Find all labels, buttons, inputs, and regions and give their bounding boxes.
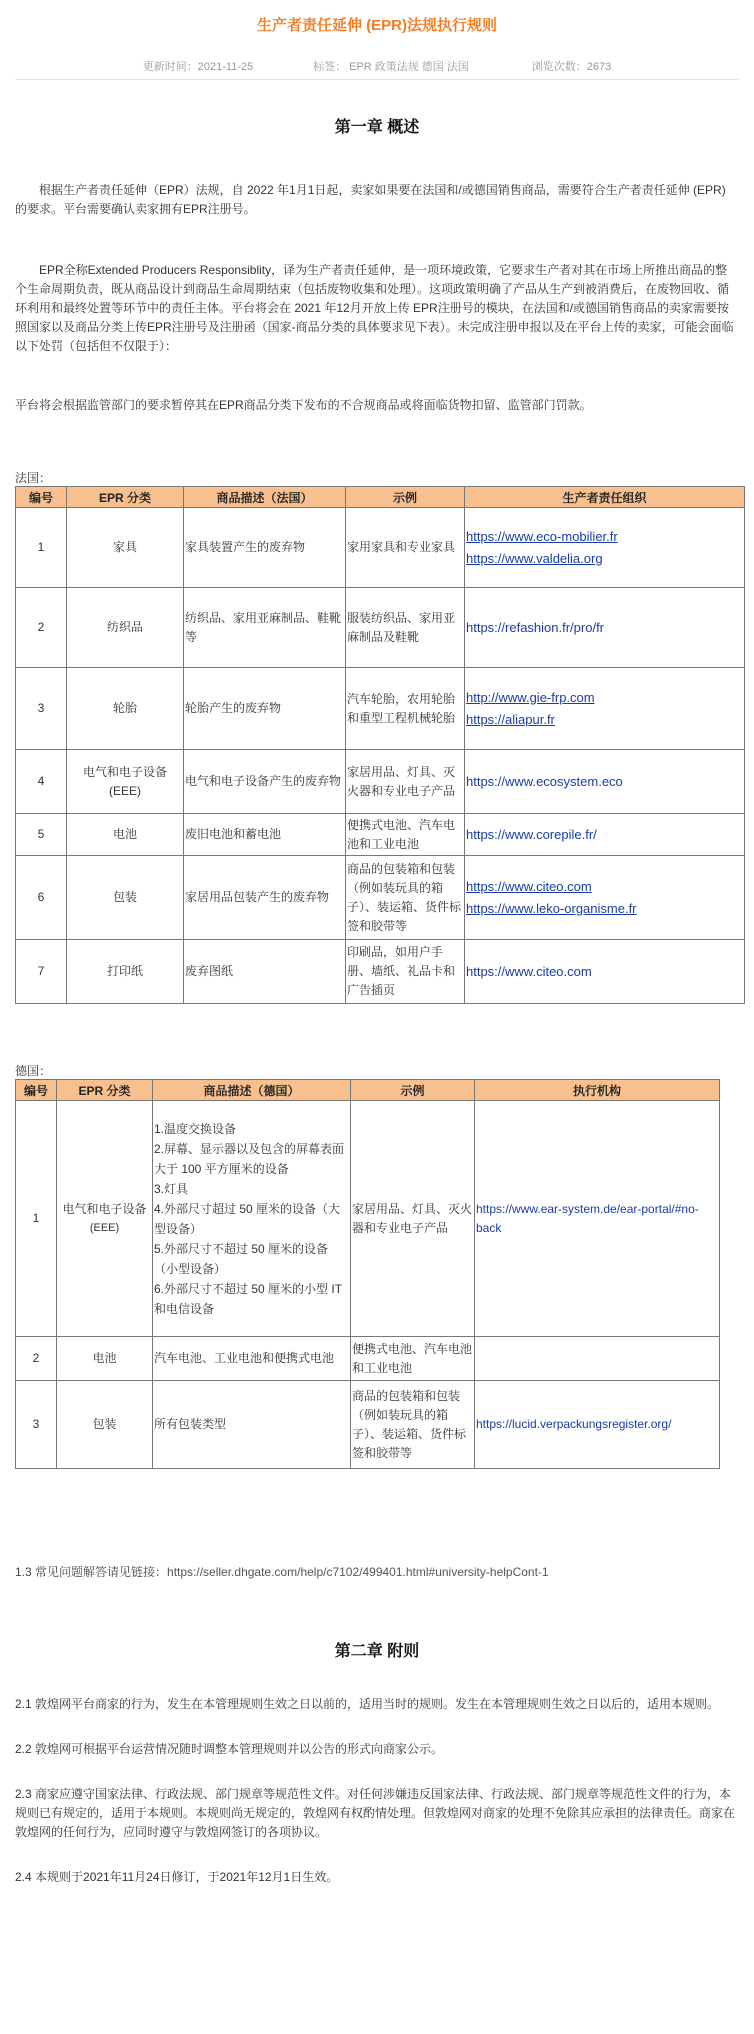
chapter1-heading: 第一章 概述 <box>334 119 420 136</box>
product-example: 便携式电池、汽车电池和工业电池 <box>346 814 465 856</box>
chapter1-para1: 根据生产者责任延伸（EPR）法规，自 2022 年1月1日起，卖家如果要在法国和/或德国销售商品，需要符合生产者责任延伸 (EPR) 的要求。平台需要确认卖家拥有EPR注册号。 <box>15 183 726 216</box>
row-number: 4 <box>16 750 67 814</box>
column-header: 商品描述（法国） <box>184 487 346 508</box>
product-example: 印刷品，如用户手册、墙纸、礼品卡和广告插页 <box>346 940 465 1004</box>
epr-category: 纺织品 <box>67 588 184 668</box>
germany-label: 德国： <box>15 1064 52 1078</box>
pro-link[interactable]: https://www.citeo.com <box>466 878 592 894</box>
column-header: 编号 <box>16 1080 57 1101</box>
authority-link[interactable]: https://lucid.verpackungsregister.org/ <box>476 1417 672 1431</box>
row-number: 1 <box>16 508 67 588</box>
column-header: 示例 <box>346 487 465 508</box>
description-item: 1.温度交换设备 <box>154 1121 237 1136</box>
description-item: 3.灯具 <box>154 1181 189 1196</box>
column-header: EPR 分类 <box>57 1080 153 1101</box>
rule-item: 2.4 本规则于2021年11月24日修订，于2021年12月1日生效。 <box>15 1870 339 1884</box>
product-description: 家居用品包装产生的废弃物 <box>184 856 346 940</box>
rule-item: 2.3 商家应遵守国家法律、行政法规、部门规章等规范性文件。对任何涉嫌违反国家法律、行政法规、部门规章等规范性文件的行为，本规则已有规定的，适用于本规则。本规则尚无规定的，敦煌网有权酌情处理。但敦煌网对商家的处理不免除其应承担的法律责任。商家在敦煌网的任何行为，应同时遵守与敦煌网签订的各项协议。 <box>15 1787 736 1839</box>
germany-table <box>15 1079 720 1469</box>
france-label: 法国： <box>15 471 52 485</box>
epr-category: 电池 <box>67 814 184 856</box>
tag-list <box>313 58 472 79</box>
pro-link[interactable]: https://www.leko-organisme.fr <box>466 900 637 916</box>
row-number: 6 <box>16 856 67 940</box>
product-example: 家居用品、灯具、灭火器和专业电子产品 <box>351 1101 475 1337</box>
row-number: 2 <box>16 588 67 668</box>
france-table <box>15 486 745 1004</box>
pro-link[interactable]: https://refashion.fr/pro/fr <box>466 619 605 635</box>
table-row <box>16 508 745 588</box>
product-description: 所有包装类型 <box>153 1381 351 1469</box>
description-item: 4.外部尺寸超过 50 厘米的设备（大型设备） <box>154 1201 341 1236</box>
authority-link[interactable]: https://www.ear-system.de/ear-portal/#no-back <box>476 1201 699 1235</box>
column-header: 示例 <box>351 1080 475 1101</box>
row-number: 3 <box>16 668 67 750</box>
row-number: 1 <box>16 1101 57 1337</box>
category-code: (EEE) <box>89 1221 120 1234</box>
pro-link[interactable]: https://www.valdelia.org <box>466 550 603 566</box>
table-row <box>16 856 745 940</box>
view-count: 浏览次数：2673 <box>531 61 612 73</box>
epr-category: 电池 <box>57 1337 153 1381</box>
product-description: 汽车电池、工业电池和便携式电池 <box>153 1337 351 1381</box>
rule-item: 2.1 敦煌网平台商家的行为，发生在本管理规则生效之日以前的，适用当时的规则。发生在本管理规则生效之日以后的，适用本规则。 <box>15 1697 720 1711</box>
product-example: 家居用品、灯具、灭火器和专业电子产品 <box>346 750 465 814</box>
description-item: 2.屏幕、显示器以及包含的屏幕表面大于 100 平方厘米的设备 <box>154 1141 345 1176</box>
table-row <box>16 588 745 668</box>
column-header: 编号 <box>16 487 67 508</box>
row-number: 3 <box>16 1381 57 1469</box>
table-row <box>16 668 745 750</box>
pro-link[interactable]: http://www.gie-frp.com <box>466 689 595 705</box>
product-description: 轮胎产生的废弃物 <box>184 668 346 750</box>
column-header: 商品描述（德国） <box>153 1080 351 1101</box>
product-example: 商品的包装箱和包装（例如装玩具的箱子）、装运箱、货件标签和胶带等 <box>351 1381 475 1469</box>
epr-category: 包装 <box>67 856 184 940</box>
pro-link[interactable]: https://www.corepile.fr/ <box>466 826 597 842</box>
table-header-row <box>16 487 745 508</box>
product-example: 服装纺织品、家用亚麻制品及鞋靴 <box>346 588 465 668</box>
tag-link[interactable]: 法国 <box>446 61 469 73</box>
tag-link[interactable]: 政策法规 <box>374 61 419 73</box>
product-description: 废旧电池和蓄电池 <box>184 814 346 856</box>
table-row <box>16 940 745 1004</box>
product-example: 便携式电池、汽车电池和工业电池 <box>351 1337 475 1381</box>
product-description: 纺织品、家用亚麻制品、鞋靴等 <box>184 588 346 668</box>
product-description: 家具装置产生的废弃物 <box>184 508 346 588</box>
faq-line <box>15 1563 739 1580</box>
column-header: EPR 分类 <box>67 487 184 508</box>
pro-link[interactable]: https://www.citeo.com <box>466 963 592 979</box>
chapter1-para2: EPR全称Extended Producers Responsiblity，译为生产者责任延伸，是一项环境政策，它要求生产者对其在市场上所推出商品的整个生命周期负责，既从商品设计到商品生命周期结束（包括废物收集和处理）。这项政策明确了产品从生产到被消费后，在废物回收、循环利用和最终处置等环节中的责任主体。平台将会在 2021 年12月开放上传 EPR注册号的模块，在法国和/或德国销售商品的卖家需要按照国家以及商品分类上传EPR注册号及注册函（国家-商品分类的具体要求见下表）。未完成注册申报以及在平台上传的卖家，可能会面临以下处罚（包括但不仅限于）： <box>15 263 734 353</box>
row-number: 5 <box>16 814 67 856</box>
chapter1-para3: 平台将会根据监管部门的要求暂停其在EPR商品分类下发布的不合规商品或将面临货物扣留、监管部门罚款。 <box>15 398 592 412</box>
column-header: 执行机构 <box>475 1080 720 1101</box>
epr-category <box>57 1101 153 1337</box>
faq-prefix: 1.3 常见问题解答请见链接： <box>15 1565 168 1579</box>
tags-label: 标签： <box>313 61 347 73</box>
table-row <box>16 750 745 814</box>
column-header: 生产者责任组织 <box>465 487 745 508</box>
chapter2-heading: 第二章 附则 <box>334 1643 420 1660</box>
tag-link[interactable]: 德国 <box>421 61 444 73</box>
table-row <box>16 814 745 856</box>
table-row <box>16 1101 720 1337</box>
rule-item: 2.2 敦煌网可根据平台运营情况随时调整本管理规则并以公告的形式向商家公示。 <box>15 1742 444 1756</box>
product-description: 电气和电子设备产生的废弃物 <box>184 750 346 814</box>
epr-category: 打印纸 <box>67 940 184 1004</box>
description-item: 6.外部尺寸不超过 50 厘米的小型 IT 和电信设备 <box>154 1281 342 1316</box>
table-row <box>16 1381 720 1469</box>
product-example: 汽车轮胎，农用轮胎和重型工程机械轮胎 <box>346 668 465 750</box>
epr-category: 家具 <box>67 508 184 588</box>
table-header-row <box>16 1080 720 1101</box>
product-description <box>153 1101 351 1337</box>
product-example: 家用家具和专业家具 <box>346 508 465 588</box>
row-number: 7 <box>16 940 67 1004</box>
row-number: 2 <box>16 1337 57 1381</box>
epr-category: 包装 <box>57 1381 153 1469</box>
pro-link[interactable]: https://www.ecosystem.eco <box>466 773 623 789</box>
table-row <box>16 1337 720 1381</box>
tag-link[interactable]: EPR <box>349 61 372 73</box>
epr-category: 轮胎 <box>67 668 184 750</box>
article-title: 生产者责任延伸 (EPR)法规执行规则 <box>256 17 497 34</box>
description-item: 5.外部尺寸不超过 50 厘米的设备（小型设备） <box>154 1241 329 1276</box>
pro-link[interactable]: https://www.eco-mobilier.fr <box>466 528 618 544</box>
product-example: 商品的包装箱和包装（例如装玩具的箱子）、装运箱、货件标签和胶带等 <box>346 856 465 940</box>
article-meta <box>15 40 739 80</box>
updated-time: 更新时间：2021-11-25 <box>142 61 254 73</box>
category-name: 电气和电子设备 <box>62 1201 147 1216</box>
pro-link[interactable]: https://aliapur.fr <box>466 711 555 727</box>
epr-category: 电气和电子设备(EEE) <box>67 750 184 814</box>
authority-cell <box>475 1337 720 1381</box>
product-description: 废弃图纸 <box>184 940 346 1004</box>
faq-link[interactable]: https://seller.dhgate.com/help/c7102/499401.html#university-helpCont-1 <box>167 1565 549 1579</box>
